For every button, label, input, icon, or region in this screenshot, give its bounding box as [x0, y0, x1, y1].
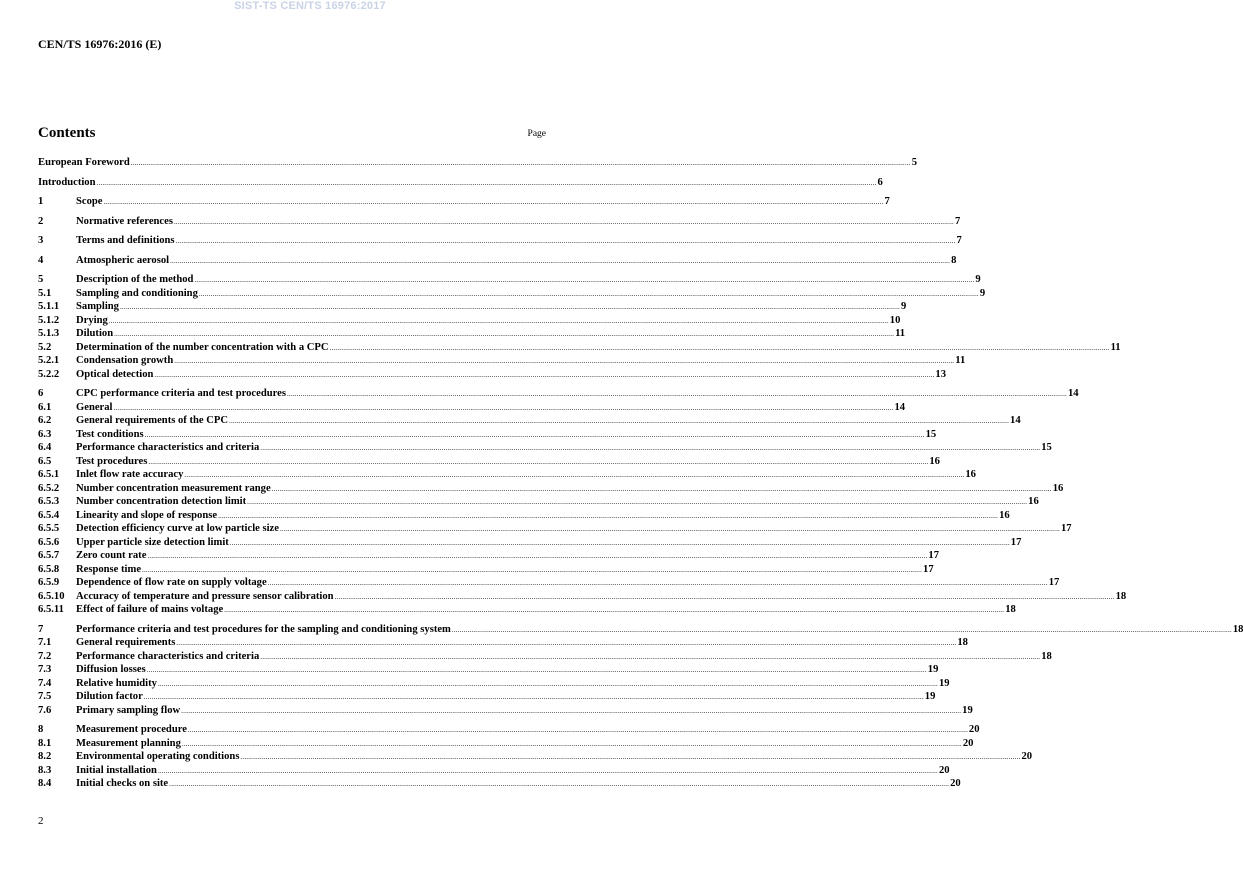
page-column-label: Page [527, 129, 546, 139]
toc-entry-page: 13 [935, 368, 946, 380]
toc-entry-title: Performance characteristics and criteria [76, 442, 260, 453]
toc-leader-dots: ................................................................................................................................................................................................................................................................................................................................................................................................................ [146, 666, 927, 674]
toc-entry-page: 20 [950, 778, 961, 789]
toc-entry[interactable] [38, 468, 976, 482]
toc-leader-dots: ................................................................................................................................................................................................................................................................................................................................................................................................................ [198, 289, 979, 298]
toc-entry-number: 5 [38, 274, 44, 285]
toc-leader-dots: ................................................................................................................................................................................................................................................................................................................................................................................................................ [130, 159, 911, 167]
toc-entry-title: Inlet flow rate accuracy [76, 469, 184, 480]
toc-entry[interactable] [38, 777, 961, 791]
toc-entry-number: 8 [38, 724, 44, 735]
toc-entry[interactable] [38, 428, 937, 442]
toc-entry-title: Measurement planning [76, 737, 181, 749]
toc-entry-page: 15 [925, 428, 937, 440]
toc-entry[interactable] [38, 764, 950, 778]
toc-entry-title: European Foreword [38, 157, 130, 168]
toc-entry[interactable] [38, 677, 950, 691]
toc-entry-title: Performance characteristics and criteria [76, 650, 260, 662]
toc-leader-dots: ................................................................................................................................................................................................................................................................................................................................................................................................................ [260, 444, 1041, 452]
toc-entry-page: 15 [1041, 442, 1052, 453]
toc-leader-dots: ................................................................................................................................................................................................................................................................................................................................................................................................................ [174, 357, 955, 365]
toc-entry-page: 20 [968, 724, 980, 735]
toc-entry-number: 6.5.3 [38, 496, 60, 507]
toc-entry[interactable] [38, 215, 961, 229]
toc-leader-dots: ................................................................................................................................................................................................................................................................................................................................................................................................................ [175, 237, 956, 245]
toc-entry-number: 6.5 [38, 455, 52, 467]
toc-entry-page: 9 [900, 301, 907, 312]
toc-entry-number: 6.5.11 [38, 604, 64, 615]
toc-entry-page: 16 [965, 469, 976, 480]
toc-entry[interactable] [38, 690, 936, 704]
toc-leader-dots: ................................................................................................................................................................................................................................................................................................................................................................................................................ [113, 403, 894, 412]
toc-leader-dots: ................................................................................................................................................................................................................................................................................................................................................................................................................ [181, 739, 962, 748]
toc-entry[interactable] [38, 623, 1243, 637]
toc-entry-number: 5.1.1 [38, 301, 60, 312]
toc-entry[interactable] [38, 576, 1060, 590]
toc-entry-title: Terms and definitions [76, 235, 175, 246]
toc-entry-title: Zero count rate [76, 550, 147, 561]
toc-entry[interactable] [38, 414, 1021, 428]
toc-leader-dots: ................................................................................................................................................................................................................................................................................................................................................................................................................ [329, 343, 1110, 352]
toc-entry-title: Performance criteria and test procedures for the sampling and conditioning system [76, 623, 451, 635]
toc-entry[interactable] [38, 536, 1022, 550]
toc-entry-page: 11 [895, 328, 906, 339]
toc-entry-page: 8 [951, 254, 957, 266]
toc-entry-number: 6.4 [38, 442, 52, 453]
toc-entry-title: Environmental operating conditions [76, 751, 240, 762]
page-number: 2 [38, 815, 44, 827]
toc-leader-dots: ................................................................................................................................................................................................................................................................................................................................................................................................................ [173, 217, 954, 226]
toc-leader-dots: ................................................................................................................................................................................................................................................................................................................................................................................................................ [154, 370, 935, 379]
toc-entry-title: General requirements of the CPC [76, 415, 229, 426]
toc-leader-dots: ................................................................................................................................................................................................................................................................................................................................................................................................................ [170, 256, 951, 265]
toc-entry-number: 5.2 [38, 341, 52, 353]
toc-entry-number: 8.2 [38, 751, 52, 762]
toc-entry[interactable] [38, 663, 939, 677]
toc-entry-number: 2 [38, 215, 44, 227]
toc-leader-dots: ................................................................................................................................................................................................................................................................................................................................................................................................................ [229, 538, 1010, 547]
toc-entry[interactable] [38, 495, 1039, 509]
toc-entry-page: 10 [889, 314, 901, 326]
toc-entry-page: 20 [1021, 751, 1033, 762]
toc-entry[interactable] [38, 590, 1127, 604]
toc-entry-page: 19 [924, 691, 936, 702]
toc-entry-number: 6.2 [38, 415, 52, 426]
toc-entry-title: Dilution factor [76, 691, 143, 702]
toc-entry[interactable] [38, 176, 883, 190]
toc-entry[interactable] [38, 300, 907, 314]
toc-entry-title: Determination of the number concentration with a CPC [76, 341, 329, 353]
toc-entry[interactable] [38, 455, 940, 469]
toc-leader-dots: ................................................................................................................................................................................................................................................................................................................................................................................................................ [114, 330, 895, 338]
toc-entry[interactable] [38, 156, 918, 170]
toc-entry-page: 20 [938, 764, 950, 776]
toc-entry-page: 18 [1115, 590, 1127, 602]
toc-entry-number: 6.5.4 [38, 509, 60, 521]
toc-entry-title: Sampling and conditioning [76, 287, 198, 299]
toc-entry[interactable] [38, 482, 1064, 496]
toc-entry-title: Normative references [76, 215, 173, 227]
toc-entry-page: 14 [894, 401, 906, 413]
toc-leader-dots: ................................................................................................................................................................................................................................................................................................................................................................................................................ [224, 606, 1005, 614]
toc-entry-number: 5.1.2 [38, 314, 60, 326]
toc-entry-page: 18 [1232, 623, 1243, 635]
toc-entry-number: 7.5 [38, 691, 52, 702]
toc-entry-title: Relative humidity [76, 677, 157, 689]
toc-entry-page: 14 [1010, 415, 1021, 426]
toc-entry-page: 16 [999, 509, 1010, 521]
toc-entry-title: Initial installation [76, 764, 157, 776]
toc-leader-dots: ................................................................................................................................................................................................................................................................................................................................................................................................................ [271, 484, 1052, 493]
toc-entry-page: 18 [957, 637, 968, 648]
toc-entry-number: 6.3 [38, 428, 52, 440]
toc-entry-page: 17 [923, 563, 934, 575]
toc-entry-title: Optical detection [76, 368, 154, 380]
toc-entry-title: CPC performance criteria and test procedures [76, 388, 286, 399]
toc-entry-number: 7.1 [38, 637, 52, 648]
toc-entry-title: Upper particle size detection limit [76, 536, 229, 548]
document-id: CEN/TS 16976:2016 (E) [38, 37, 162, 51]
toc-entry[interactable] [38, 234, 962, 248]
toc-entry[interactable] [38, 195, 890, 209]
toc-entry-title: Detection efficiency curve at low particle size [76, 523, 279, 534]
toc-leader-dots: ................................................................................................................................................................................................................................................................................................................................................................................................................ [334, 592, 1115, 601]
watermark: SIST-TS CEN/TS 16976:2017 [234, 0, 386, 12]
toc-entry[interactable] [38, 750, 1033, 764]
toc-entry-page: 19 [927, 664, 939, 675]
toc-entry-page: 7 [884, 196, 890, 207]
toc-entry-title: Response time [76, 563, 142, 575]
toc-entry-number: 7.2 [38, 650, 52, 662]
toc-entry[interactable] [38, 327, 906, 341]
toc-entry-title: Number concentration measurement range [76, 482, 271, 494]
toc-entry[interactable] [38, 636, 968, 650]
toc-leader-dots: ................................................................................................................................................................................................................................................................................................................................................................................................................ [194, 276, 975, 284]
toc-entry-page: 18 [1005, 604, 1016, 615]
toc-entry-page: 17 [928, 550, 940, 561]
toc-entry-title: Condensation growth [76, 355, 174, 366]
toc-leader-dots: ................................................................................................................................................................................................................................................................................................................................................................................................................ [157, 766, 938, 775]
toc-entry-page: 7 [954, 215, 961, 227]
toc-leader-dots: ................................................................................................................................................................................................................................................................................................................................................................................................................ [260, 652, 1041, 661]
toc-entry[interactable] [38, 254, 957, 268]
toc-entry-number: 3 [38, 235, 44, 246]
toc-leader-dots: ................................................................................................................................................................................................................................................................................................................................................................................................................ [240, 753, 1021, 761]
toc-entry-number: 8.1 [38, 737, 52, 749]
toc-entry[interactable] [38, 273, 981, 287]
toc-entry-title: Number concentration detection limit [76, 496, 247, 507]
toc-entry-number: 6.5.7 [38, 550, 60, 561]
toc-entry-title: Initial checks on site [76, 778, 169, 789]
toc-entry[interactable] [38, 509, 1010, 523]
toc-entry-page: 11 [1110, 341, 1121, 353]
toc-entry-number: 7.4 [38, 677, 52, 689]
toc-entry-number: 7.3 [38, 664, 52, 675]
toc-entry[interactable] [38, 401, 906, 415]
toc-entry[interactable] [38, 723, 980, 737]
toc-entry-page: 5 [911, 157, 918, 168]
toc-entry-page: 20 [962, 737, 974, 749]
toc-entry[interactable] [38, 368, 946, 382]
toc-entry-title: Effect of failure of mains voltage [76, 604, 224, 615]
toc-entry-number: 6.5.9 [38, 577, 60, 588]
toc-leader-dots: ................................................................................................................................................................................................................................................................................................................................................................................................................ [184, 471, 965, 479]
toc-leader-dots: ................................................................................................................................................................................................................................................................................................................................................................................................................ [144, 430, 925, 439]
toc-leader-dots: ................................................................................................................................................................................................................................................................................................................................................................................................................ [148, 457, 929, 466]
toc-entry-title: Linearity and slope of response [76, 509, 218, 521]
toc-entry-number: 5.2.2 [38, 368, 60, 380]
toc-entry-page: 19 [962, 704, 973, 716]
toc-entry-page: 17 [1010, 536, 1022, 548]
toc-entry-title: Introduction [38, 176, 96, 188]
toc-entry-number: 6.1 [38, 401, 52, 413]
toc-leader-dots: ................................................................................................................................................................................................................................................................................................................................................................................................................ [181, 706, 962, 715]
toc-entry-number: 5.1.3 [38, 328, 60, 339]
toc-leader-dots: ................................................................................................................................................................................................................................................................................................................................................................................................................ [157, 679, 938, 688]
toc-entry-number: 4 [38, 254, 44, 266]
toc-leader-dots: ................................................................................................................................................................................................................................................................................................................................................................................................................ [218, 511, 999, 520]
toc-entry-number: 6.5.2 [38, 482, 60, 494]
toc-leader-dots: ................................................................................................................................................................................................................................................................................................................................................................................................................ [176, 639, 957, 647]
toc-entry[interactable] [38, 522, 1072, 536]
toc-entry-title: Measurement procedure [76, 724, 187, 735]
toc-entry-title: Primary sampling flow [76, 704, 181, 716]
toc-entry-title: Test procedures [76, 455, 148, 467]
toc-entry-number: 6.5.8 [38, 563, 60, 575]
toc-entry-page: 19 [938, 677, 950, 689]
toc-entry-number: 6.5.10 [38, 590, 65, 602]
toc-leader-dots: ................................................................................................................................................................................................................................................................................................................................................................................................................ [169, 780, 950, 788]
toc-entry-title: Dependence of flow rate on supply voltage [76, 577, 267, 588]
toc-entry[interactable] [38, 354, 966, 368]
toc-leader-dots: ................................................................................................................................................................................................................................................................................................................................................................................................................ [142, 565, 923, 574]
toc-entry-page: 17 [1048, 577, 1060, 588]
toc-entry-title: Test conditions [76, 428, 144, 440]
toc-leader-dots: ................................................................................................................................................................................................................................................................................................................................................................................................................ [187, 726, 968, 734]
toc-entry-page: 7 [956, 235, 962, 246]
toc-leader-dots: ................................................................................................................................................................................................................................................................................................................................................................................................................ [103, 198, 884, 206]
toc-entry-title: Atmospheric aerosol [76, 254, 170, 266]
toc-entry-number: 7 [38, 623, 44, 635]
toc-entry[interactable] [38, 341, 1121, 355]
toc-leader-dots: ................................................................................................................................................................................................................................................................................................................................................................................................................ [108, 316, 889, 325]
toc-entry[interactable] [38, 603, 1016, 617]
toc-entry-title: Accuracy of temperature and pressure sensor calibration [76, 590, 334, 602]
toc-entry-title: Description of the method [76, 274, 194, 285]
toc-leader-dots: ................................................................................................................................................................................................................................................................................................................................................................................................................ [147, 552, 928, 560]
toc-entry-page: 18 [1041, 650, 1052, 662]
toc-entry-page: 17 [1060, 523, 1072, 534]
toc-entry[interactable] [38, 314, 901, 328]
toc-entry[interactable] [38, 650, 1052, 664]
toc-entry-page: 9 [979, 287, 986, 299]
toc-entry-title: Diffusion losses [76, 664, 146, 675]
toc-entry[interactable] [38, 387, 1079, 401]
toc-entry[interactable] [38, 441, 1052, 455]
toc-leader-dots: ................................................................................................................................................................................................................................................................................................................................................................................................................ [143, 693, 924, 701]
toc-entry-number: 6.5.5 [38, 523, 60, 534]
toc-entry-page: 6 [877, 176, 883, 188]
toc-leader-dots: ................................................................................................................................................................................................................................................................................................................................................................................................................ [286, 390, 1067, 398]
toc-leader-dots: ................................................................................................................................................................................................................................................................................................................................................................................................................ [247, 498, 1028, 506]
toc-entry-title: Dilution [76, 328, 114, 339]
toc-entry-number: 8.4 [38, 778, 52, 789]
toc-entry-number: 1 [38, 196, 44, 207]
toc-entry-page: 14 [1067, 388, 1079, 399]
toc-entry-number: 6.5.1 [38, 469, 60, 480]
toc-entry-number: 5.1 [38, 287, 52, 299]
toc-leader-dots: ................................................................................................................................................................................................................................................................................................................................................................................................................ [451, 625, 1232, 634]
toc-entry-title: Drying [76, 314, 108, 326]
toc-entry[interactable] [38, 549, 940, 563]
toc-leader-dots: ................................................................................................................................................................................................................................................................................................................................................................................................................ [96, 178, 877, 187]
toc-entry-title: Scope [76, 196, 103, 207]
toc-leader-dots: ................................................................................................................................................................................................................................................................................................................................................................................................................ [267, 579, 1048, 587]
toc-entry-page: 16 [929, 455, 940, 467]
toc-entry-page: 16 [1052, 482, 1064, 494]
toc-entry-number: 6 [38, 388, 44, 399]
toc-entry-page: 16 [1028, 496, 1039, 507]
toc-entry-number: 5.2.1 [38, 355, 60, 366]
toc-entry-page: 9 [975, 274, 981, 285]
toc-leader-dots: ................................................................................................................................................................................................................................................................................................................................................................................................................ [229, 417, 1010, 425]
toc-entry-number: 6.5.6 [38, 536, 60, 548]
toc-entry[interactable] [38, 287, 986, 301]
toc-entry-title: General [76, 401, 113, 413]
toc-entry[interactable] [38, 704, 973, 718]
toc-leader-dots: ................................................................................................................................................................................................................................................................................................................................................................................................................ [279, 525, 1060, 533]
toc-entry-page: 11 [955, 355, 966, 366]
toc-entry-number: 7.6 [38, 704, 52, 716]
toc-leader-dots: ................................................................................................................................................................................................................................................................................................................................................................................................................ [119, 303, 900, 311]
toc-entry-number: 8.3 [38, 764, 52, 776]
toc-entry-title: Sampling [76, 301, 119, 312]
table-of-contents [38, 156, 1243, 791]
toc-entry-title: General requirements [76, 637, 176, 648]
contents-heading: Contents [38, 125, 96, 141]
toc-entry[interactable] [38, 737, 974, 751]
toc-entry[interactable] [38, 563, 934, 577]
